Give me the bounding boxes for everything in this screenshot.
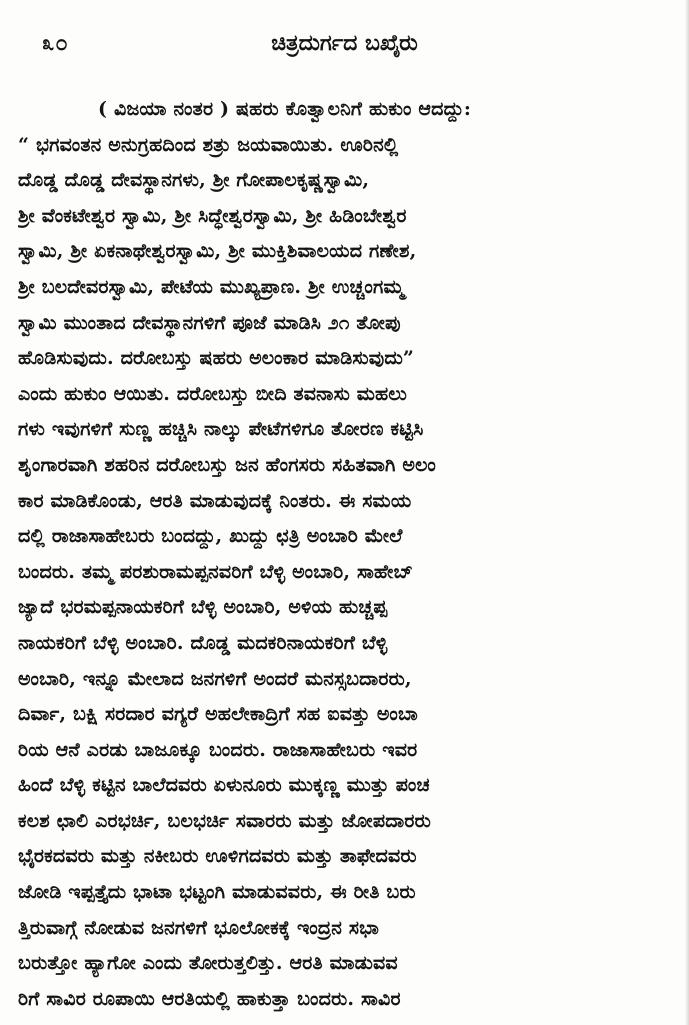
text-line: ಶೃಂಗಾರವಾಗಿ ಶಹರಿನ ದರೋಬಸ್ತು ಜನ ಹೆಂಗಸರು ಸಹಿತವಾಗಿ ಅಲಂ (18, 453, 437, 476)
text-line: ಸ್ವಾಮಿ, ಶ್ರೀ ಏಕನಾಥೇಶ್ವರಸ್ವಾಮಿ, ಶ್ರೀ ಮುಕ್ತಿಶಿವಾಲಯದ ಗಣೇಶ, (18, 240, 417, 263)
body-text (18, 92, 680, 1017)
text-line: ( ವಿಜಯಾ ನಂತರ ) ಷಹರು ಕೊತ್ವಾಲನಿಗೆ ಹುಕುಂ ಆದದ್ದು: (98, 98, 472, 120)
text-line: ಬಂದರು. ತಮ್ಮ ಪರಶುರಾಮಪ್ಪನವರಿಗೆ ಬೆಳ್ಳಿ ಅಂಬಾರಿ, ಸಾಹೇಬ್ (18, 560, 413, 583)
text-line: ಬರುತ್ತೋ ಹ್ಯಾಗೋ ಎಂದು ತೋರುತ್ತಲಿತ್ತು. ಆರತಿ ಮಾಡುವವ (18, 952, 398, 975)
text-line: ಶ್ರೀ ವೆಂಕಟೇಶ್ವರ ಸ್ವಾಮಿ, ಶ್ರೀ ಸಿದ್ಧೇಶ್ವರಸ್ವಾಮಿ, ಶ್ರೀ ಹಿಡಿಂಬೇಶ್ವರ (18, 204, 407, 227)
text-line: ದೊಡ್ಡ ದೊಡ್ಡ ದೇವಸ್ಥಾನಗಳು, ಶ್ರೀ ಗೋಪಾಲಕೃಷ್ಣಸ್ವಾಮಿ, (18, 169, 370, 192)
text-line: ಸ್ವಾಮಿ ಮುಂತಾದ ದೇವಸ್ಥಾನಗಳಿಗೆ ಪೂಜೆ ಮಾಡಿಸಿ ೨೧ ತೋಪು (18, 311, 401, 334)
text-line: ಅಂಬಾರಿ, ಇನ್ನೂ ಮೇಲಾದ ಜನಗಳಿಗೆ ಅಂದರೆ ಮನಸ್ಸಬದಾರರು, (18, 667, 412, 690)
text-line: ಕಾರ ಮಾಡಿಕೊಂಡು, ಆರತಿ ಮಾಡುವುದಕ್ಕೆ ನಿಂತರು. ಈ ಸಮಯ (18, 489, 412, 512)
text-line: ಜೋಡಿ ಇಪ್ಪತ್ತೈದು ಭಾಟಾ ಭಟ್ಟಂಗಿ ಮಾಡುವವರು, ಈ ರೀತಿ ಬರು (18, 881, 416, 904)
text-line: ತ್ತಿರುವಾಗ್ಗೆ ನೋಡುವ ಜನಗಳಿಗೆ ಭೂಲೋಕಕ್ಕೆ ಇಂದ್ರನ ಸಭಾ (18, 916, 379, 939)
text-line: ಹೊಡಿಸುವುದು. ದರೋಬಸ್ತು ಷಹರು ಅಲಂಕಾರ ಮಾಡಿಸುವುದು” (18, 347, 415, 370)
text-line: ದಲ್ಲಿ ರಾಜಾಸಾಹೇಬರು ಬಂದದ್ದು, ಖುದ್ದು ಛತ್ರಿ ಅಂಬಾರಿ ಮೇಲೆ (18, 525, 403, 548)
text-line: ಎಂದು ಹುಕುಂ ಆಯಿತು. ದರೋಬಸ್ತು ಬೀದಿ ತವನಾಸು ಮಹಲು (18, 382, 407, 405)
text-line: ಶ್ರೀ ಬಲದೇವರಸ್ವಾಮಿ, ಪೇಟೆಯ ಮುಖ್ಯಪ್ರಾಣ. ಶ್ರೀ ಉಚ್ಚಂಗಮ್ಮ (18, 275, 405, 298)
text-line: ದಿರ್ವಾ, ಬಕ್ಷಿ ಸರದಾರ ವಗ್ಯರೆ ಅಹಲೇಕಾದ್ರಿಗೆ ಸಹ ಐವತ್ತು ಅಂಬಾ (18, 703, 418, 726)
text-line: ನಾಯಕರಿಗೆ ಬೆಳ್ಳಿ ಅಂಬಾರಿ. ದೊಡ್ಡ ಮದಕರಿನಾಯಕರಿಗೆ ಬೆಳ್ಳಿ (18, 631, 388, 654)
text-line: ಭೈರಕದವರು ಮತ್ತು ನಕೀಬರು ಊಳಿಗದವರು ಮತ್ತು ತಾಫೇದವರು (18, 845, 417, 868)
text-line: ಕಲಶ ಛಾಲಿ ಎರಭರ್ಚಿ, ಬಲಭರ್ಚಿ ಸವಾರರು ಮತ್ತು ಜೋಪದಾರರು (18, 809, 431, 832)
text-line: ಗಳು ಇವುಗಳಿಗೆ ಸುಣ್ಣ ಹಚ್ಚಿಸಿ ನಾಲ್ಕು ಪೇಟೆಗಳಿಗೂ ತೋರಣ ಕಟ್ಟಿಸಿ (18, 418, 424, 441)
text-line: ರಿಯ ಆನೆ ಎರಡು ಬಾಜೂಕ್ಕೂ ಬಂದರು. ರಾಜಾಸಾಹೇಬರು ಇವರ (18, 738, 418, 761)
text-line: “ ಭಗವಂತನ ಅನುಗ್ರಹದಿಂದ ಶತ್ರು ಜಯವಾಯಿತು. ಊರಿನಲ್ಲಿ (18, 133, 399, 156)
text-line: ಜ್ಯಾದೆ ಭರಮಪ್ಪನಾಯಕರಿಗೆ ಬೆಳ್ಳಿ ಅಂಬಾರಿ, ಅಳಿಯ ಹುಚ್ಚಪ್ಪ (18, 596, 388, 619)
page-number: ೩೦ (42, 30, 69, 56)
page-edge-shadow (685, 0, 689, 1025)
page-title: ಚಿತ್ರದುರ್ಗದ ಬಖೈರು (271, 30, 418, 56)
text-line: ಹಿಂದೆ ಬೆಳ್ಳಿ ಕಟ್ಟಿನ ಬಾಲೆದವರು ಏಳುನೂರು ಮುಕ್ಕಣ್ಣ ಮುತ್ತು ಪಂಚ (18, 774, 430, 797)
text-line: ರಿಗೆ ಸಾವಿರ ರೂಪಾಯಿ ಆರತಿಯಲ್ಲಿ ಹಾಕುತ್ತಾ ಬಂದರು. ಸಾವಿರ (18, 987, 401, 1010)
